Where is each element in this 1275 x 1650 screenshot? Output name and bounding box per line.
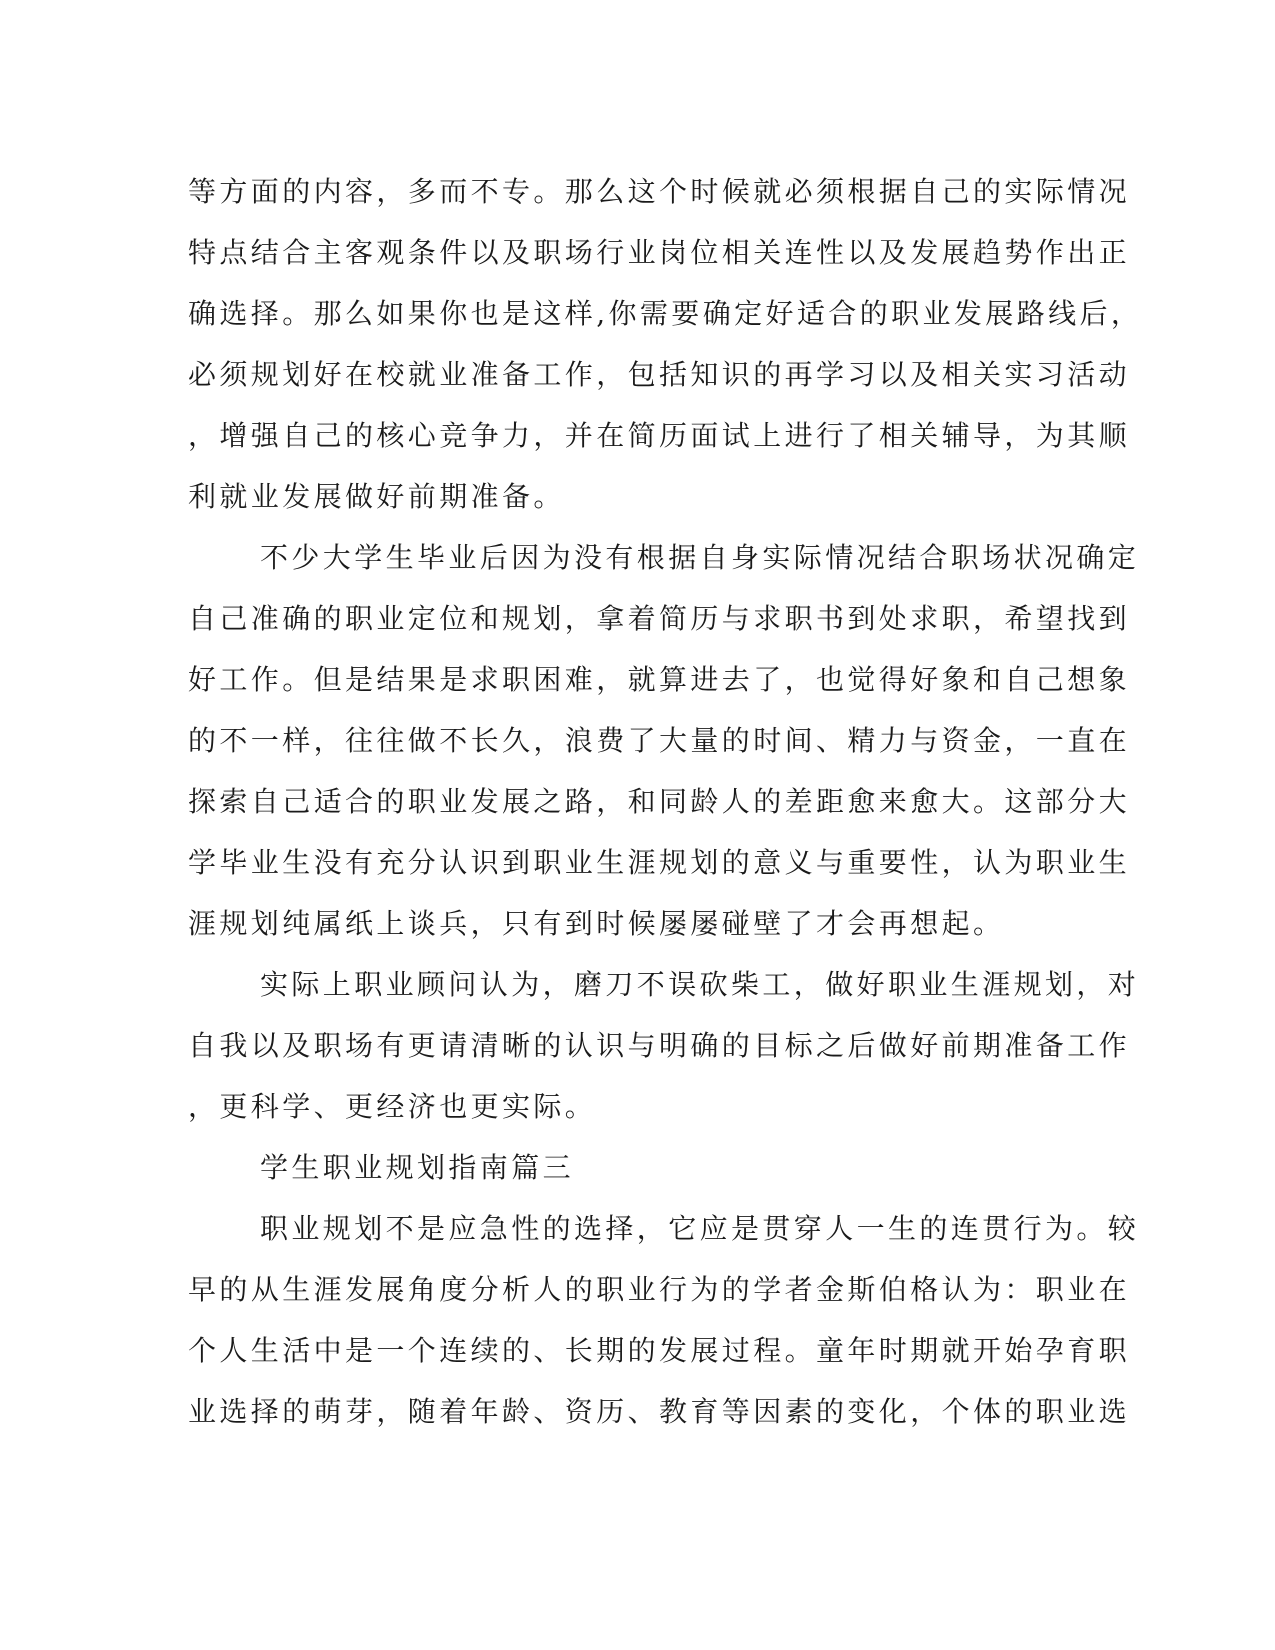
text-line: 自我以及职场有更请清晰的认识与明确的目标之后做好前期准备工作 bbox=[188, 1029, 1131, 1062]
text-line: 等方面的内容，多而不专。那么这个时候就必须根据自己的实际情况 bbox=[188, 175, 1131, 208]
text-line: 业选择的萌芽，随着年龄、资历、教育等因素的变化，个体的职业选 bbox=[188, 1395, 1131, 1428]
paragraph-first-line: 不少大学生毕业后因为没有根据自身实际情况结合职场状况确定 bbox=[260, 541, 1140, 574]
text-line: 涯规划纯属纸上谈兵，只有到时候屡屡碰壁了才会再想起。 bbox=[188, 907, 1005, 940]
text-line: 好工作。但是结果是求职困难，就算进去了，也觉得好象和自己想象 bbox=[188, 663, 1131, 696]
body-text bbox=[188, 161, 1143, 1442]
text-line: 必须规划好在校就业准备工作，包括知识的再学习以及相关实习活动 bbox=[188, 358, 1131, 391]
paragraph-first-line: 职业规划不是应急性的选择，它应是贯穿人一生的连贯行为。较 bbox=[260, 1212, 1140, 1245]
text-line: 个人生活中是一个连续的、长期的发展过程。童年时期就开始孕育职 bbox=[188, 1334, 1131, 1367]
text-line: 学毕业生没有充分认识到职业生涯规划的意义与重要性，认为职业生 bbox=[188, 846, 1131, 879]
text-line: 确选择。那么如果你也是这样,你需要确定好适合的职业发展路线后， bbox=[188, 297, 1143, 330]
text-line: 的不一样，往往做不长久，浪费了大量的时间、精力与资金，一直在 bbox=[188, 724, 1131, 757]
text-line: 探索自己适合的职业发展之路，和同龄人的差距愈来愈大。这部分大 bbox=[188, 785, 1131, 818]
paragraph-first-line: 实际上职业顾问认为，磨刀不误砍柴工，做好职业生涯规划，对 bbox=[260, 968, 1140, 1001]
text-line: 特点结合主客观条件以及职场行业岗位相关连性以及发展趋势作出正 bbox=[188, 236, 1131, 269]
text-line: ，更科学、更经济也更实际。 bbox=[188, 1090, 597, 1123]
text-line: 自己准确的职业定位和规划，拿着简历与求职书到处求职，希望找到 bbox=[188, 602, 1131, 635]
text-line: 利就业发展做好前期准备。 bbox=[188, 480, 565, 513]
section-heading: 学生职业规划指南篇三 bbox=[260, 1151, 575, 1184]
text-line: ，增强自己的核心竞争力，并在简历面试上进行了相关辅导，为其顺 bbox=[188, 419, 1131, 452]
text-line: 早的从生涯发展角度分析人的职业行为的学者金斯伯格认为：职业在 bbox=[188, 1273, 1131, 1306]
